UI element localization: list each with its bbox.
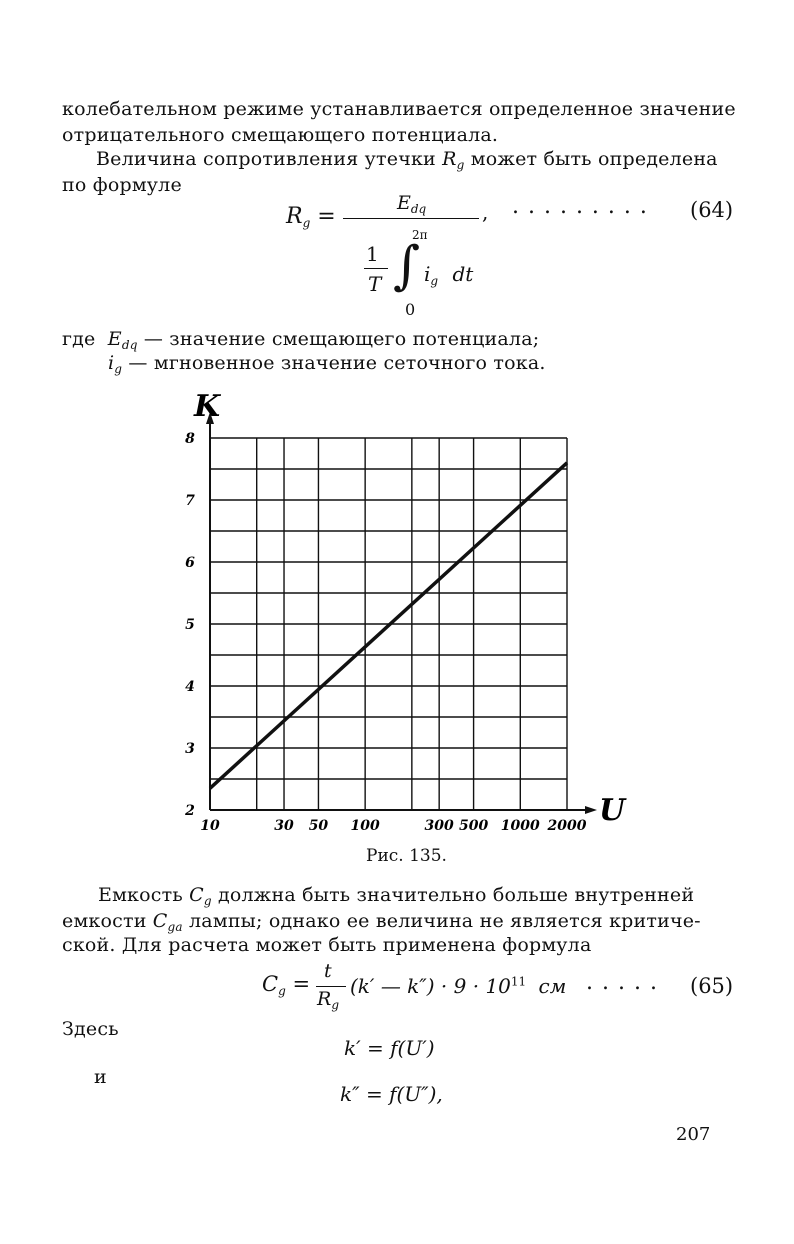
y-tick-labels bbox=[184, 431, 195, 819]
eq65-numerator: t bbox=[324, 960, 332, 982]
y-tick-label: 2 bbox=[185, 803, 195, 819]
x-tick-label: 300 bbox=[424, 818, 454, 834]
x-tick-labels bbox=[200, 818, 586, 834]
eq64-comma-mark: , bbox=[482, 200, 489, 224]
equation-k-prime: k′ = f(U′) bbox=[344, 1036, 435, 1060]
x-tick-label: 1000 bbox=[500, 818, 540, 834]
eq64-integrand: $i_g$ dt bbox=[424, 262, 474, 288]
eq65-rhs: (k′ — $k'') \cdot 9 \cdot 10^{11}$ см bbox=[350, 974, 567, 998]
figure-caption: Рис. 135. bbox=[366, 846, 447, 866]
paragraph-leakage-line-1: Величина сопротивления утечки $R_g$ может быть определена bbox=[96, 148, 718, 172]
eq65-lhs: $C_g$ = bbox=[262, 972, 311, 998]
x-tick-label: 500 bbox=[458, 818, 489, 834]
word-here: Здесь bbox=[62, 1018, 119, 1040]
y-tick-label: 6 bbox=[185, 555, 195, 571]
x-tick-label: 10 bbox=[200, 818, 220, 834]
eq65-denominator: $R_g$ bbox=[317, 988, 339, 1012]
x-tick-label: 100 bbox=[350, 818, 380, 834]
definition-edq: где $E_{dq}$ — значение смещающего потенциала; bbox=[62, 328, 540, 352]
paragraph-leakage-line-2: по формуле bbox=[62, 174, 182, 196]
equation-k-double-prime: k″ = f(U″), bbox=[340, 1082, 443, 1106]
y-tick-label: 4 bbox=[185, 679, 195, 695]
paragraph-capacity-line-3: ской. Для расчета может быть применена формула bbox=[62, 934, 592, 956]
page-number: 207 bbox=[676, 1124, 711, 1145]
paragraph-capacity-line-2: емкости $C_{ga}$ лампы; однако ее величина не является критиче- bbox=[62, 910, 701, 934]
paragraph-capacity-line-1: Емкость $C_g$ должна быть значительно больше внутренней bbox=[98, 884, 695, 908]
y-axis-label: K bbox=[194, 390, 221, 424]
eq64-T: T bbox=[368, 272, 382, 296]
y-tick-label: 8 bbox=[185, 431, 195, 447]
x-axis-arrow bbox=[585, 806, 597, 814]
eq64-integral: ∫ bbox=[393, 236, 421, 296]
figure-135-chart bbox=[0, 390, 794, 870]
series-line-k-of-u bbox=[210, 463, 567, 789]
x-tick-label: 30 bbox=[274, 818, 294, 834]
eq64-number: (64) bbox=[690, 198, 734, 222]
eq64-numerator: $E_{dq}$ bbox=[397, 192, 427, 216]
eq64-fraction-bar bbox=[343, 218, 479, 219]
paragraph-continued-line-1: колебательном режиме устанавливается определенное значение bbox=[62, 98, 736, 120]
x-tick-label: 2000 bbox=[547, 818, 587, 834]
eq64-lower-limit: 0 bbox=[405, 300, 416, 319]
eq65-number: (65) bbox=[690, 974, 734, 998]
paragraph-continued-line-2: отрицательного смещающего потенциала. bbox=[62, 124, 499, 146]
eq64-dots: . . . . . . . . . bbox=[512, 194, 648, 219]
y-tick-label: 7 bbox=[185, 493, 195, 509]
eq64-upper-limit: 2π bbox=[412, 228, 428, 242]
y-tick-label: 3 bbox=[185, 741, 195, 757]
eq64-one: 1 bbox=[366, 242, 379, 266]
definition-ig: $i_g$ — мгновенное значение сеточного тока. bbox=[108, 352, 546, 376]
word-and: и bbox=[94, 1066, 107, 1088]
eq65-fraction-bar bbox=[316, 986, 346, 987]
eq64-inner-fraction-bar bbox=[364, 268, 388, 269]
y-tick-label: 5 bbox=[185, 617, 195, 633]
x-axis-label: U bbox=[599, 793, 626, 828]
eq65-dots: . . . . . bbox=[586, 970, 658, 995]
eq64-lhs: $R_g$ = bbox=[286, 204, 336, 230]
x-tick-label: 50 bbox=[308, 818, 329, 834]
